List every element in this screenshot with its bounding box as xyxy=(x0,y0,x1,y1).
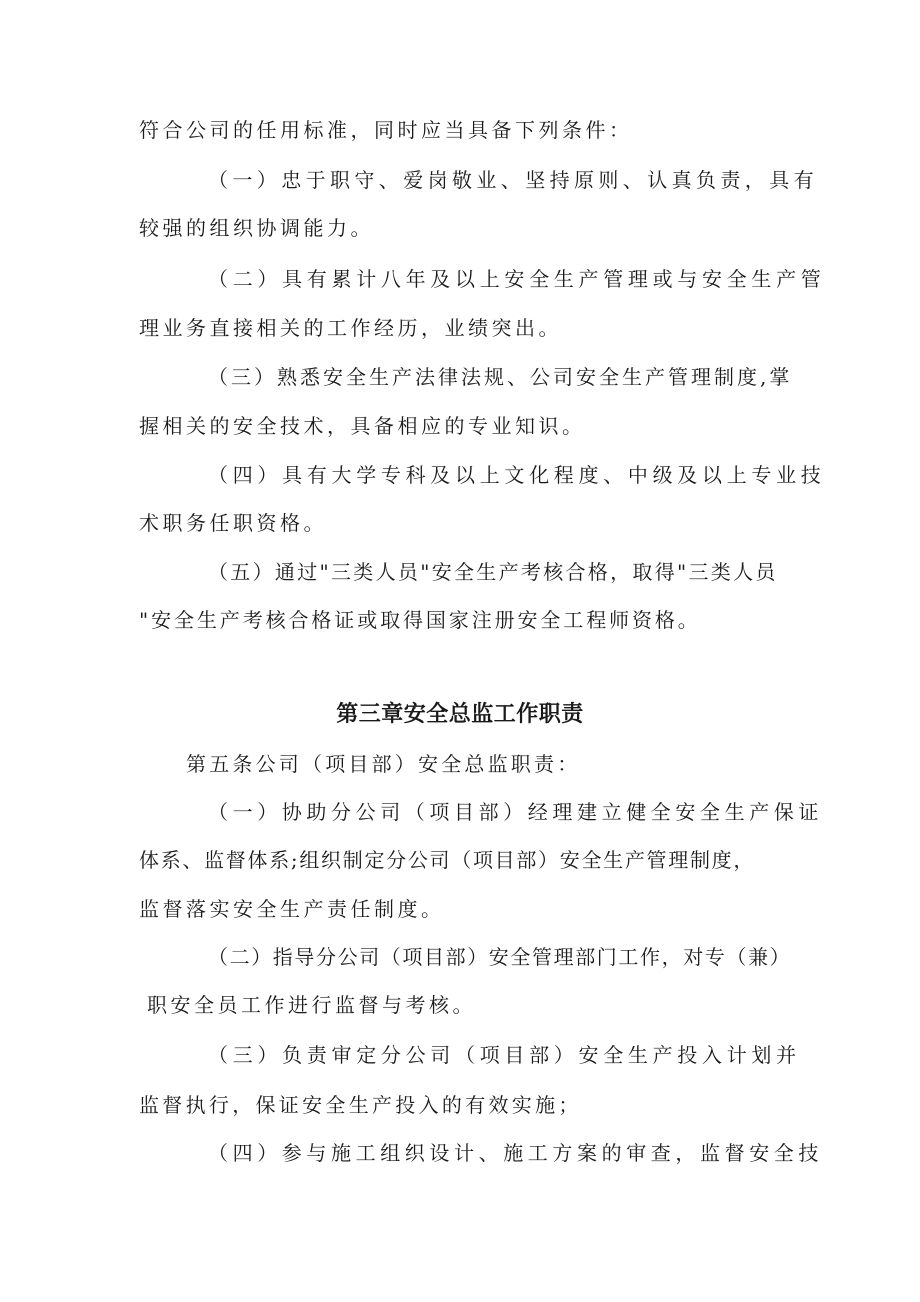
text-line: （四）具有大学专科及以上文化程度、中级及以上专业技 xyxy=(208,463,826,487)
text-line: "安全生产考核合格证或取得国家注册安全工程师资格。 xyxy=(139,608,701,632)
text-line: （二）具有累计八年及以上安全生产管理或与安全生产管 xyxy=(208,267,826,291)
article-heading xyxy=(186,750,580,778)
article-text: 公司（项目部）安全总监职责： xyxy=(255,752,581,776)
text-line: 理业务直接相关的工作经历，业绩突出。 xyxy=(139,316,562,340)
article-number: 第五条 xyxy=(186,752,256,776)
text-line: 握相关的安全技术，具备相应的专业知识。 xyxy=(139,414,586,438)
duty-line: （一）协助分公司（项目部）经理建立健全安全生产保证 xyxy=(208,800,823,824)
chapter-title: 第三章安全总监工作职责 xyxy=(336,702,584,727)
text-line: 符合公司的任用标准，同时应当具备下列条件： xyxy=(139,118,633,142)
duty-line: （四）参与施工组织设计、施工方案的审查，监督安全技 xyxy=(208,1141,823,1165)
text-line: （一）忠于职守、爱岗敬业、坚持原则、认真负责，具有 xyxy=(208,168,818,192)
text-line: 较强的组织协调能力。 xyxy=(139,216,374,240)
duty-line: 监督落实安全生产责任制度。 xyxy=(139,897,445,921)
duty-line: 体系、监督体系;组织制定分公司（项目部）安全生产管理制度， xyxy=(139,848,756,872)
duty-line: （三）负责审定分公司（项目部）安全生产投入计划并 xyxy=(208,1043,801,1067)
text-line: （三）熟悉安全生产法律法规、公司安全生产管理制度,掌 xyxy=(208,365,793,389)
duty-line: 职安全员工作进行监督与考核。 xyxy=(147,993,476,1017)
text-line: 术职务任职资格。 xyxy=(139,511,327,535)
duty-line: 监督执行，保证安全生产投入的有效实施； xyxy=(139,1093,582,1117)
duty-line: （二）指导分公司（项目部）安全管理部门工作，对专（兼） xyxy=(208,945,792,969)
text-line: （五）通过"三类人员"安全生产考核合格，取得"三类人员 xyxy=(208,560,778,584)
